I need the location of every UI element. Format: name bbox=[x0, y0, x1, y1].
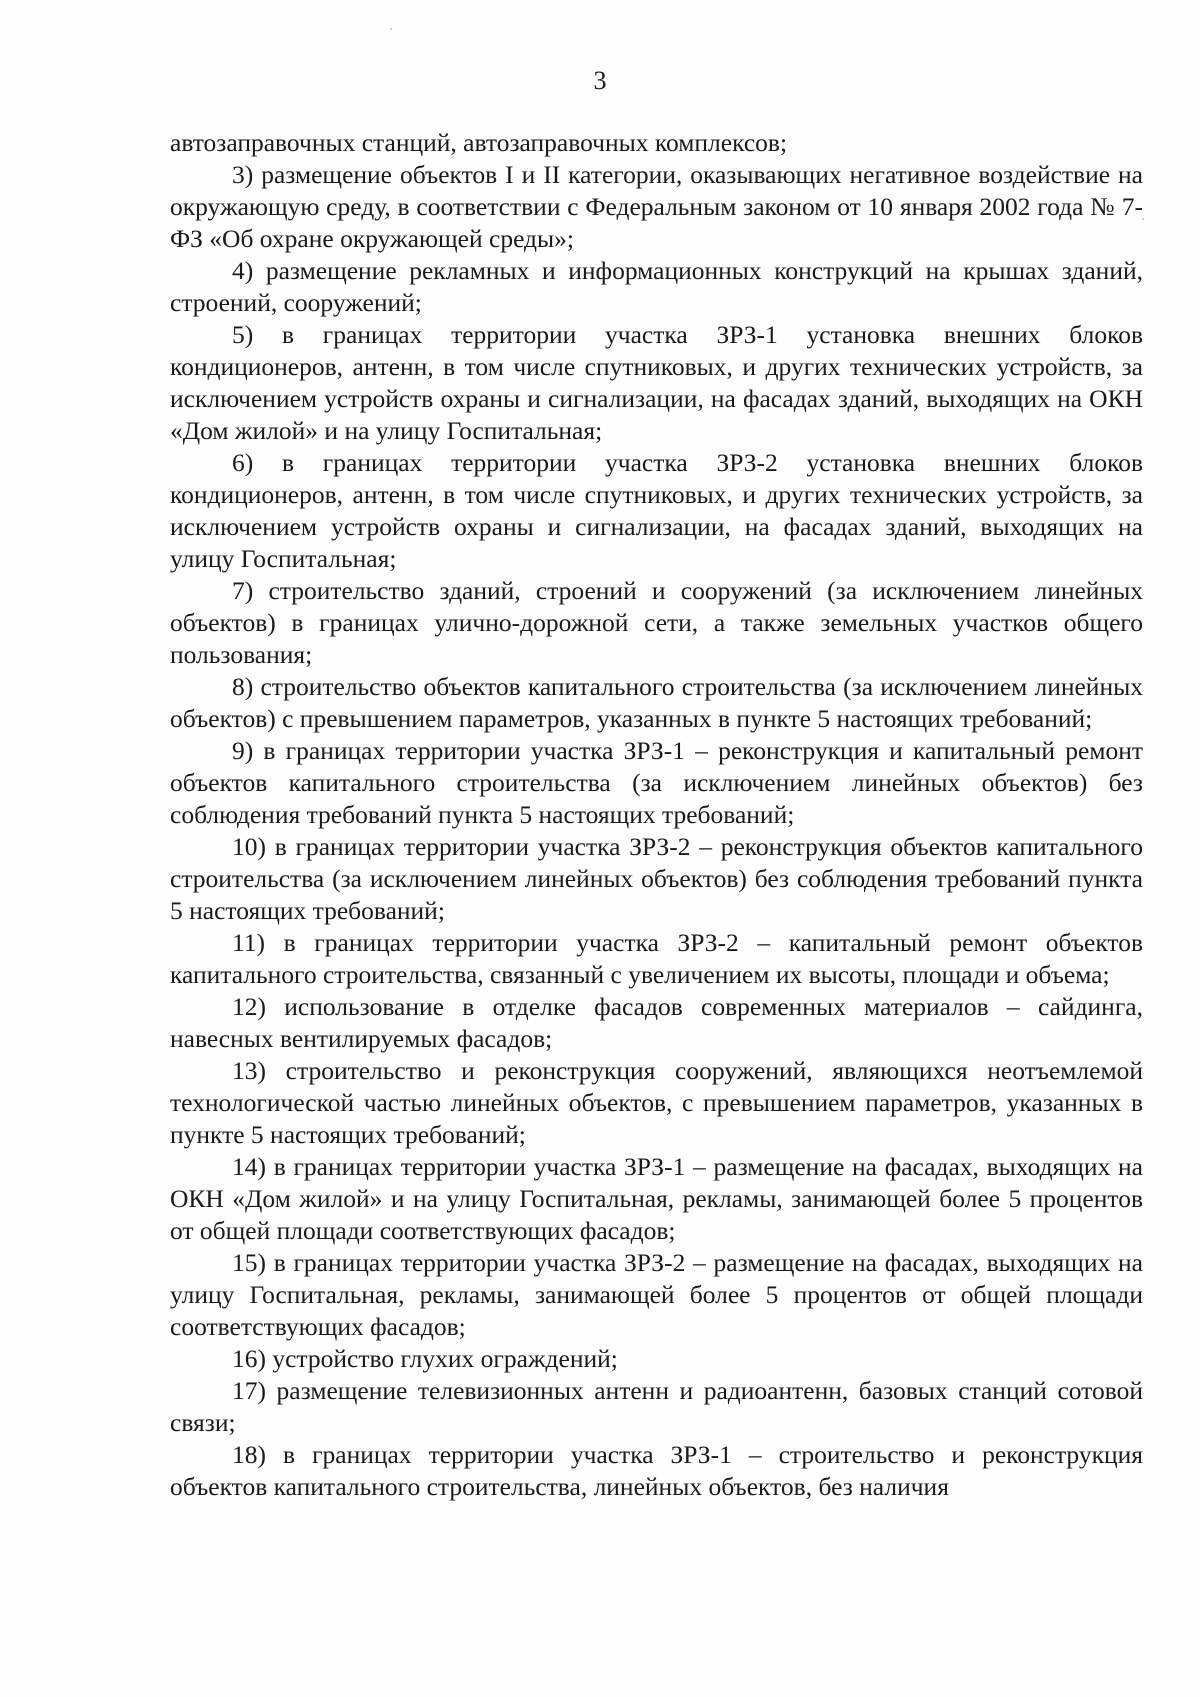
list-item-8: 8) строительство объектов капитального строительства (за исключением линейных объектов) с превышением параметров, указанных в пункте 5 настоящих требований; bbox=[170, 672, 1143, 733]
list-item-3: 3) размещение объектов I и II категории, оказывающих негативное воздействие на окружающую среду, в соответствии с Федеральным законом от 10 января 2002 года № 7-ФЗ «Об охране окружающей среды»; bbox=[170, 160, 1143, 253]
list-item-4: 4) размещение рекламных и информационных конструкций на крышах зданий, строений, сооружений; bbox=[170, 256, 1143, 317]
list-item-13: 13) строительство и реконструкция сооружений, являющихся неотъемлемой технологической частью линейных объектов, с превышением параметров, указанных в пункте 5 настоящих требований; bbox=[170, 1056, 1143, 1149]
list-item-14: 14) в границах территории участка ЗРЗ-1 – размещение на фасадах, выходящих на ОКН «Дом жилой» и на улицу Госпитальная, рекламы, занимающей более 5 процентов от общей площади соответствующих фасадов; bbox=[170, 1152, 1143, 1245]
paragraph-continuation: автозаправочных станций, автозаправочных комплексов; bbox=[170, 128, 788, 157]
list-item-5: 5) в границах территории участка ЗРЗ-1 установка внешних блоков кондиционеров, антенн, в том числе спутниковых, и других технических устройств, за исключением устройств охраны и сигнализации, на фасадах зданий, выходящих на ОКН «Дом жилой» и на улицу Госпитальная; bbox=[170, 320, 1143, 445]
scan-speck bbox=[390, 28, 392, 30]
list-item-17: 17) размещение телевизионных антенн и радиоантенн, базовых станций сотовой связи; bbox=[170, 1376, 1143, 1437]
list-item-11: 11) в границах территории участка ЗРЗ-2 – капитальный ремонт объектов капитального строительства, связанный с увеличением их высоты, площади и объема; bbox=[170, 928, 1143, 989]
document-body bbox=[170, 127, 1143, 1503]
list-item-12: 12) использование в отделке фасадов современных материалов – сайдинга, навесных вентилируемых фасадов; bbox=[170, 992, 1143, 1053]
list-item-7: 7) строительство зданий, строений и сооружений (за исключением линейных объектов) в границах улично-дорожной сети, а также земельных участков общего пользования; bbox=[170, 576, 1143, 669]
list-item-18: 18) в границах территории участка ЗРЗ-1 – строительство и реконструкция объектов капитального строительства, линейных объектов, без наличия bbox=[170, 1440, 1143, 1501]
list-item-9: 9) в границах территории участка ЗРЗ-1 – реконструкция и капитальный ремонт объектов капитального строительства (за исключением линейных объектов) без соблюдения требований пункта 5 настоящих требований; bbox=[170, 736, 1143, 829]
list-item-16: 16) устройство глухих ограждений; bbox=[232, 1344, 618, 1373]
list-item-15: 15) в границах территории участка ЗРЗ-2 – размещение на фасадах, выходящих на улицу Госпитальная, рекламы, занимающей более 5 процентов от общей площади соответствующих фасадов; bbox=[170, 1248, 1143, 1341]
list-item-10: 10) в границах территории участка ЗРЗ-2 – реконструкция объектов капитального строительства (за исключением линейных объектов) без соблюдения требований пункта 5 настоящих требований; bbox=[170, 832, 1143, 925]
page-number: 3 bbox=[593, 66, 607, 95]
list-item-6: 6) в границах территории участка ЗРЗ-2 установка внешних блоков кондиционеров, антенн, в том числе спутниковых, и других технических устройств, за исключением устройств охраны и сигнализации, на фасадах зданий, выходящих на улицу Госпитальная; bbox=[170, 448, 1143, 573]
